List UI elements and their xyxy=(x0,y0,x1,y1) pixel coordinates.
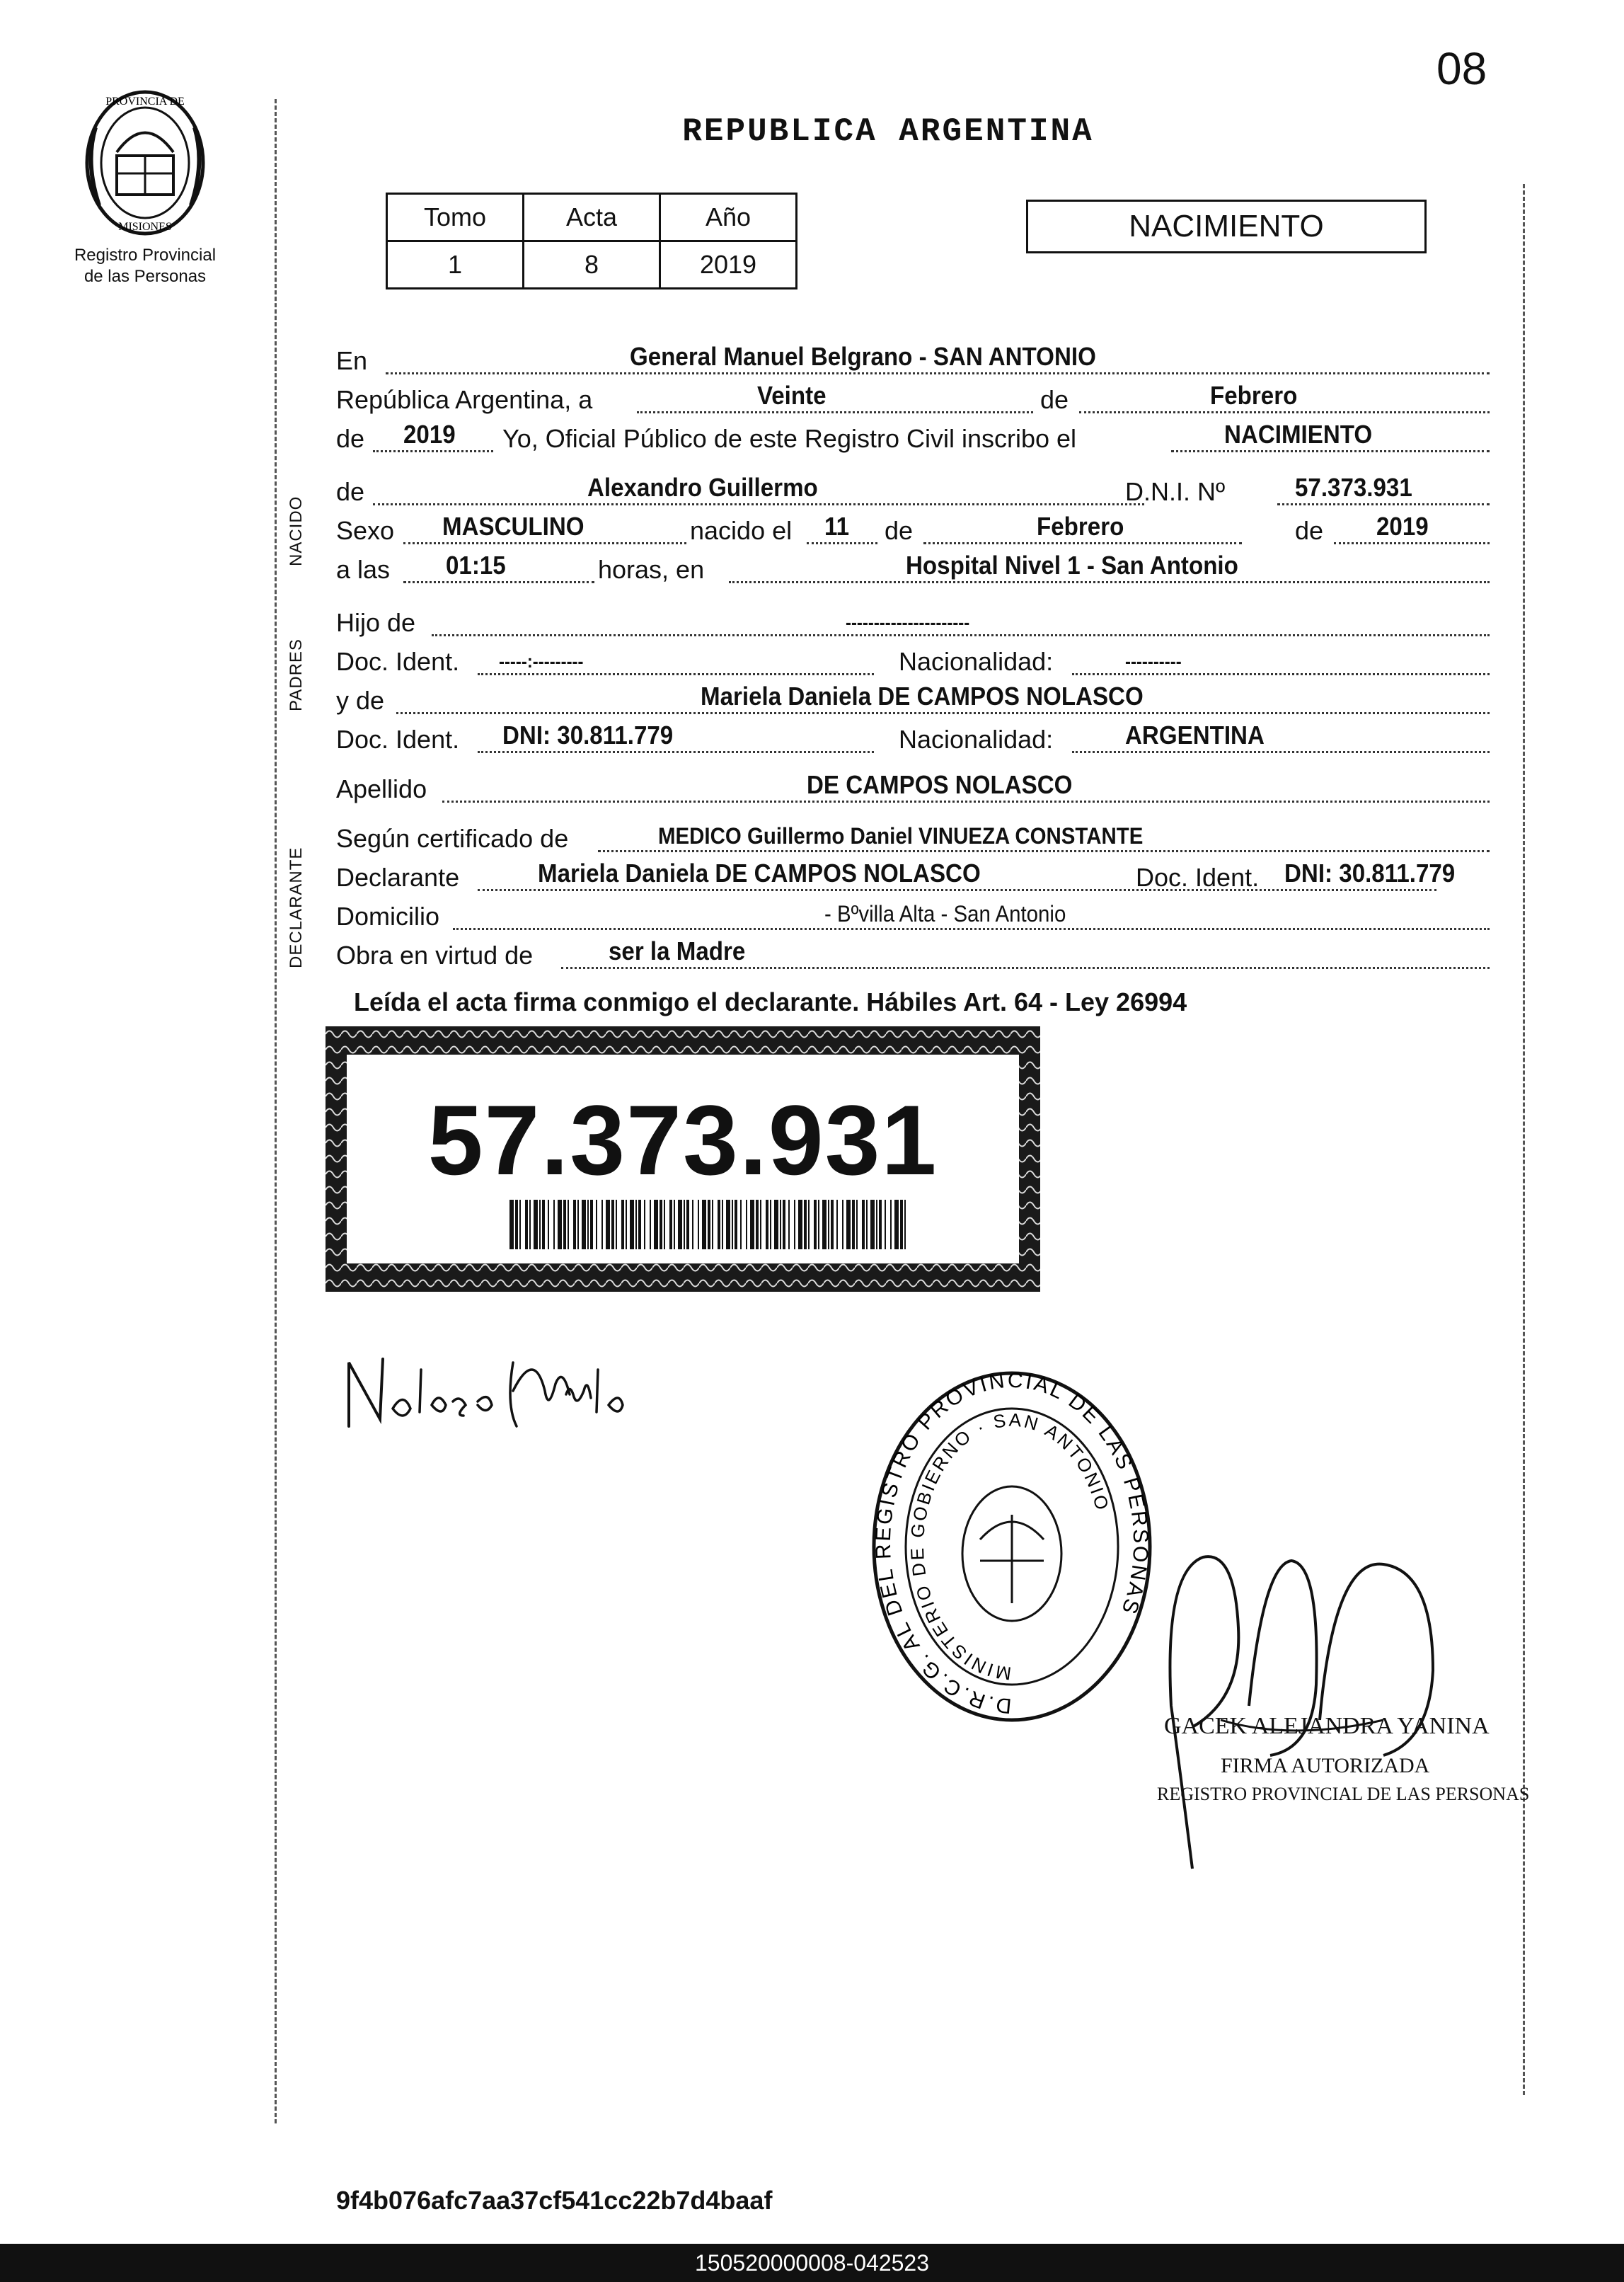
label-de-mes-nac: de xyxy=(885,516,914,545)
label-dni: D.N.I. Nº xyxy=(1125,477,1226,506)
field-padre xyxy=(336,605,1490,642)
signatory-org: REGISTRO PROVINCIAL DE LAS PERSONAS xyxy=(1157,1784,1530,1804)
registry-header-anio: Año xyxy=(660,194,797,241)
value-declarante: Mariela Daniela DE CAMPOS NOLASCO xyxy=(538,859,981,888)
declarant-signature xyxy=(336,1341,633,1440)
label-nacionalidad-madre: Nacionalidad: xyxy=(899,725,1054,754)
label-de-mes: de xyxy=(1040,385,1069,414)
stamp-inner-text: MINISTERIO DE GOBIERNO · SAN ANTONIO xyxy=(906,1409,1114,1685)
barcode-number: 57.373.931 xyxy=(427,1084,938,1196)
logo-caption xyxy=(57,245,234,287)
value-nombre: Alexandro Guillermo xyxy=(587,473,818,502)
value-padre-doc: -----:--------- xyxy=(499,650,584,672)
label-de-anio-nac: de xyxy=(1295,516,1324,545)
field-padre-doc xyxy=(336,644,1490,681)
value-padre-nacionalidad: ---------- xyxy=(1125,650,1182,672)
value-anio-nac: 2019 xyxy=(1376,512,1429,541)
field-sexo-nacimiento xyxy=(336,513,1490,550)
value-acto: NACIMIENTO xyxy=(1224,420,1373,449)
value-declarante-doc: DNI: 30.811.779 xyxy=(1284,859,1456,888)
label-sexo: Sexo xyxy=(336,516,395,545)
footer-code: 150520000008-042523 xyxy=(695,2250,929,2276)
field-madre xyxy=(336,683,1490,720)
value-padre: ---------------------- xyxy=(846,612,970,633)
field-nombre xyxy=(336,474,1490,511)
value-apellido: DE CAMPOS NOLASCO xyxy=(807,770,1073,799)
official-stamp xyxy=(860,1363,1164,1731)
label-en: En xyxy=(336,346,368,375)
value-dni: 57.373.931 xyxy=(1295,473,1412,502)
field-obra xyxy=(336,938,1490,975)
field-hora-lugar xyxy=(336,552,1490,589)
label-yo-oficial: Yo, Oficial Público de este Registro Civil inscribo el xyxy=(502,424,1077,453)
label-obra-en-virtud: Obra en virtud de xyxy=(336,941,534,970)
field-declarante xyxy=(336,860,1490,897)
label-hijo-de: Hijo de xyxy=(336,608,416,637)
registry-value-anio: 2019 xyxy=(660,241,797,289)
label-de-anio: de xyxy=(336,424,365,453)
label-nacido-el: nacido el xyxy=(690,516,793,545)
stamp-outer-text: D.R.C.G. AL DEL REGISTRO PROVINCIAL DE LAS PERSONAS xyxy=(871,1368,1153,1718)
barcode-bars-icon xyxy=(509,1200,906,1249)
field-certificado xyxy=(336,821,1490,858)
value-obra: ser la Madre xyxy=(609,936,746,965)
side-label-padres: PADRES xyxy=(287,638,306,711)
value-certificado: MEDICO Guillermo Daniel VINUEZA CONSTANTE xyxy=(658,823,1144,849)
closing-note: Leída el acta firma conmigo el declarante. Hábiles Art. 64 - Ley 26994 xyxy=(354,987,1187,1016)
right-margin-line xyxy=(1523,184,1525,2095)
page-number: 08 xyxy=(1436,43,1487,94)
value-mes-nac: Febrero xyxy=(1037,512,1124,541)
value-lugar: General Manuel Belgrano - SAN ANTONIO xyxy=(630,342,1096,371)
value-anio: 2019 xyxy=(403,420,456,449)
value-dia: Veinte xyxy=(757,381,827,410)
label-doc-ident-madre: Doc. Ident. xyxy=(336,725,460,754)
label-republica: República Argentina, a xyxy=(336,385,593,414)
value-lugar-nac: Hospital Nivel 1 - San Antonio xyxy=(906,551,1238,580)
value-madre-doc: DNI: 30.811.779 xyxy=(502,721,674,750)
footer-bar xyxy=(0,2244,1624,2282)
label-segun-certificado: Según certificado de xyxy=(336,824,569,853)
value-hora: 01:15 xyxy=(446,551,506,580)
label-declarante: Declarante xyxy=(336,863,460,892)
field-apellido xyxy=(336,772,1490,808)
label-doc-ident-declarante: Doc. Ident. xyxy=(1136,863,1260,892)
handwritten-signature-icon xyxy=(336,1341,633,1440)
registry-header-acta: Acta xyxy=(524,194,660,241)
value-domicilio: - Bºvilla Alta - San Antonio xyxy=(824,901,1066,927)
value-sexo: MASCULINO xyxy=(442,512,584,541)
value-madre: Mariela Daniela DE CAMPOS NOLASCO xyxy=(701,682,1144,711)
label-de-nombre: de xyxy=(336,477,365,506)
logo-caption-line1: Registro Provincial xyxy=(74,246,217,265)
field-fecha-acta xyxy=(336,382,1490,419)
signatory-role: FIRMA AUTORIZADA xyxy=(1221,1754,1430,1777)
registry-table xyxy=(386,193,797,289)
label-doc-ident-padre: Doc. Ident. xyxy=(336,647,460,676)
seal-text-top: PROVINCIA DE xyxy=(105,96,185,108)
field-madre-doc xyxy=(336,722,1490,759)
value-madre-nacionalidad: ARGENTINA xyxy=(1125,721,1265,750)
registry-header-tomo: Tomo xyxy=(387,194,524,241)
label-apellido: Apellido xyxy=(336,774,427,803)
seal-text-bottom: MISIONES xyxy=(118,221,172,233)
side-label-declarante: DECLARANTE xyxy=(287,847,306,968)
registry-value-row xyxy=(387,241,797,289)
field-domicilio xyxy=(336,899,1490,936)
label-horas-en: horas, en xyxy=(598,555,705,584)
left-margin-line xyxy=(275,99,277,2123)
barcode-panel xyxy=(347,1055,1019,1263)
side-label-nacido: NACIDO xyxy=(287,495,306,566)
barcode-label xyxy=(326,1026,1040,1292)
label-nacionalidad-padre: Nacionalidad: xyxy=(899,647,1054,676)
act-type-box: NACIMIENTO xyxy=(1026,200,1427,253)
field-lugar xyxy=(336,343,1490,380)
logo-caption-line2: de las Personas xyxy=(83,267,207,286)
registry-value-tomo: 1 xyxy=(387,241,524,289)
value-mes: Febrero xyxy=(1210,381,1298,410)
label-y-de: y de xyxy=(336,686,385,715)
value-dia-nac: 11 xyxy=(824,512,850,541)
misiones-seal-icon xyxy=(74,85,216,241)
label-a-las: a las xyxy=(336,555,391,584)
registry-stamp-icon xyxy=(860,1363,1164,1731)
document-hash: 9f4b076afc7aa37cf541cc22b7d4baaf xyxy=(336,2186,773,2215)
registry-header-row xyxy=(387,194,797,241)
field-acto xyxy=(336,421,1490,458)
signatory-name: GACEK ALEJANDRA YANINA xyxy=(1164,1713,1490,1739)
document-title: REPUBLICA ARGENTINA xyxy=(682,113,1094,150)
label-domicilio: Domicilio xyxy=(336,902,440,931)
registry-value-acta: 8 xyxy=(524,241,660,289)
